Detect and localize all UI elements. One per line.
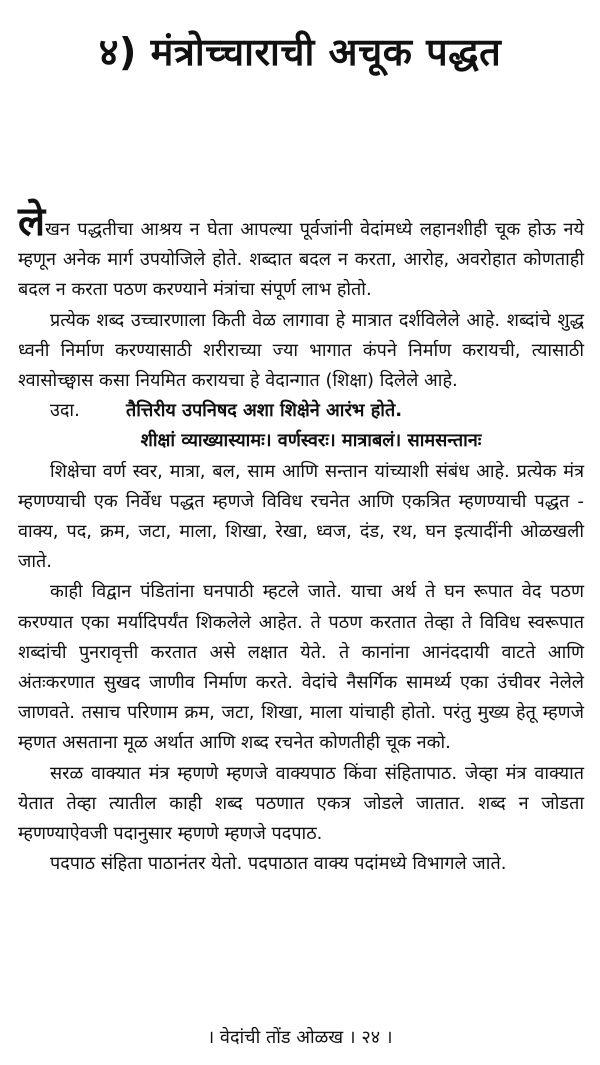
paragraph-ghanapathi: काही विद्वान पंडितांना घनपाठी म्हटले जाते. याचा अर्थ ते घन रूपात वेद पठण करण्यात एका मर्यादिपर्यंत शिकलेले आहेत. ते पठण करतात तेव्हा ते विविध स्वरूपात शब्दांची पुनरावृत्ती करतात असे लक्षात येते. ते कानांना आनंददायी वाटते आणि अंतःकरणात सुखद जाणीव निर्माण करते. वेदांचे नैसर्गिक सामर्थ्य एका उंचीवर नेलेले जाणवते. तसाच परिणाम क्रम, जटा, शिखा, माला यांचाही होतो. परंतु मुख्य हेतू म्हणजे म्हणत असताना मूळ अर्थात आणि शब्द रचनेत कोणतीही चूक नको. bbox=[18, 581, 584, 754]
chapter-title: ४) मंत्रोच्चाराची अचूक पद्धत bbox=[98, 30, 502, 74]
paragraph-matra: प्रत्येक शब्द उच्चारणाला किती वेळ लागावा हे मात्रात दर्शविलेले आहे. शब्दांचे शुद्ध ध्वनी निर्माण करण्यासाठी शरीराच्या ज्या भागात कंपने निर्माण करायची, त्यासाठी श्वासोच्छ्वास कसा नियमित करायचा हे वेदान्गात (शिक्षा) दिलेले आहे. bbox=[18, 309, 584, 392]
example-line bbox=[50, 396, 584, 426]
page-footer: । वेदांची तोंड ओळख । २४ । bbox=[207, 1027, 393, 1048]
body-text bbox=[18, 199, 584, 879]
example-label: उदा. bbox=[50, 400, 80, 422]
example-text: तैत्तिरीय उपनिषद अशा शिक्षेने आरंभ होते. bbox=[126, 400, 403, 422]
paragraph-intro: लेखन पद्धतीचा आश्रय न घेता आपल्या पूर्वजांनी वेदांमध्ये लहानशीही चूक होऊ नये म्हणून अनेक मार्ग उपयोजिले होते. शब्दात बदल न करता, आरोह, अवरोहात कोणताही बदल न करता पठण करण्याने मंत्रांचा संपूर्ण लाभ होतो. bbox=[18, 199, 584, 301]
paragraph-shiksha: शिक्षेचा वर्ण स्वर, मात्रा, बल, साम आणि सन्तान यांच्याशी संबंध आहे. प्रत्येक मंत्र म्हणण्याची एक निर्वेध पद्धत म्हणजे विविध रचनेत आणि एकत्रित म्हणण्याची पद्धत - वाक्य, पद, क्रम, जटा, माला, शिखा, रेखा, ध्वज, दंड, रथ, घन इत्यादींनी ओळखली जाते. bbox=[18, 460, 584, 573]
paragraph-padapatha: पदपाठ संहिता पाठानंतर येतो. पदपाठात वाक्य पदांमध्ये विभागले जाते. bbox=[50, 853, 507, 875]
sanskrit-verse: शीक्षां व्याख्यास्यामः। वर्णस्वरः। मात्राबलं। सामसन्तानः bbox=[140, 430, 482, 452]
paragraph-samhitapatha: सरळ वाक्यात मंत्र म्हणणे म्हणजे वाक्यपाठ किंवा संहितापाठ. जेव्हा मंत्र वाक्यात येतात तेव्हा त्यातील काही शब्द पठणात एकत्र जोडले जातात. शब्द न जोडता म्हणण्याऐवजी पदानुसार म्हणणे म्हणजे पदपाठ. bbox=[18, 762, 584, 845]
